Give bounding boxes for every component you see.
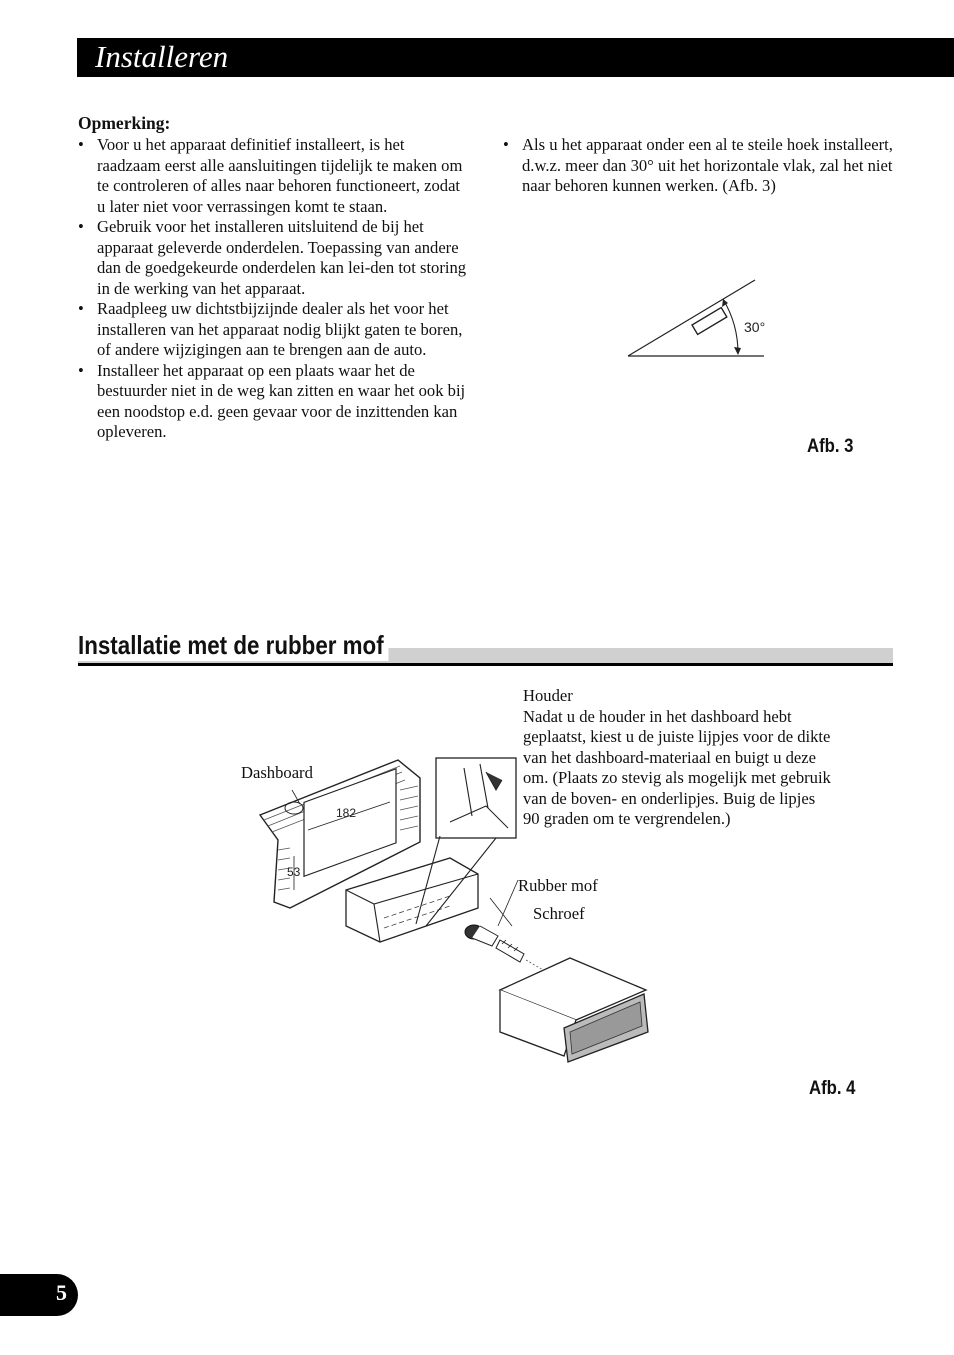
angle-diagram	[620, 270, 790, 370]
figure-caption: Afb. 4	[809, 1078, 856, 1099]
rubber-bush	[465, 925, 498, 946]
page-number: 5	[56, 1280, 67, 1305]
width-dimension-label: 182	[336, 806, 357, 820]
head-unit	[500, 958, 648, 1062]
list-item: • Gebruik voor het installeren uitsluitend de bij het apparaat geleverde onderdelen. Toepassing van andere dan de goedgekeurde onderdelen kan lei-den tot storing in de werking van het apparaat.	[78, 217, 467, 298]
figure-caption: Afb. 3	[807, 436, 854, 457]
angle-label: 30°	[744, 319, 766, 335]
section-rule	[78, 663, 893, 666]
list-item: • Installeer het apparaat op een plaats waar het de bestuurder niet in de weg kan zitten en waar het ook bij een noodstop e.d. geen gevaar voor de inzittenden kan opleveren.	[78, 360, 466, 441]
note-list-left	[78, 135, 470, 443]
list-item: • Raadpleeg uw dichtstbijzijnde dealer als het voor het installeren van het apparaat nodig blijkt gaten te boren, of andere wijzigingen aan te brengen aan de auto.	[78, 299, 463, 359]
list-item: • Als u het apparaat onder een al te steile hoek installeert, d.w.z. meer dan 30° uit het horizontale vlak, zal het niet naar behoren kunnen werken. (Afb. 3)	[503, 135, 893, 195]
page-number-badge	[0, 1274, 78, 1316]
screw-label: Schroef	[533, 904, 585, 923]
page-title: Installeren	[95, 39, 229, 74]
height-dimension-label: 53	[287, 865, 301, 879]
incline-line	[628, 280, 755, 356]
note-list-right	[503, 135, 898, 197]
list-item: • Voor u het apparaat definitief installeert, is het raadzaam eerst alle aansluitingen tijdelijk te maken om te controleren of alles naar behoren functioneert, zodat u later niet voor verrassingen komt te staan.	[78, 135, 463, 216]
unit-box	[692, 308, 727, 335]
screw	[490, 880, 550, 974]
houder-description: Nadat u de houder in het dashboard hebt geplaatst, kiest u de juiste lijpjes voor de dikte van het dashboard-materiaal en buigt u deze om. (Plaats zo stevig als mogelijk met gebruik van de boven- en onderlipjes. Buig de lipjes 90 graden om te vergrendelen.)	[523, 706, 831, 828]
houder-title: Houder	[523, 686, 573, 705]
header-bar	[77, 38, 954, 77]
mounting-sleeve	[346, 858, 478, 942]
section-title: Installatie met de rubber mof	[78, 630, 389, 661]
dashboard-label: Dashboard	[241, 763, 313, 782]
rubber-label: Rubber mof	[518, 876, 598, 895]
angle-arc	[723, 299, 738, 354]
installation-diagram	[250, 750, 670, 1070]
note-heading: Opmerking:	[78, 113, 171, 133]
